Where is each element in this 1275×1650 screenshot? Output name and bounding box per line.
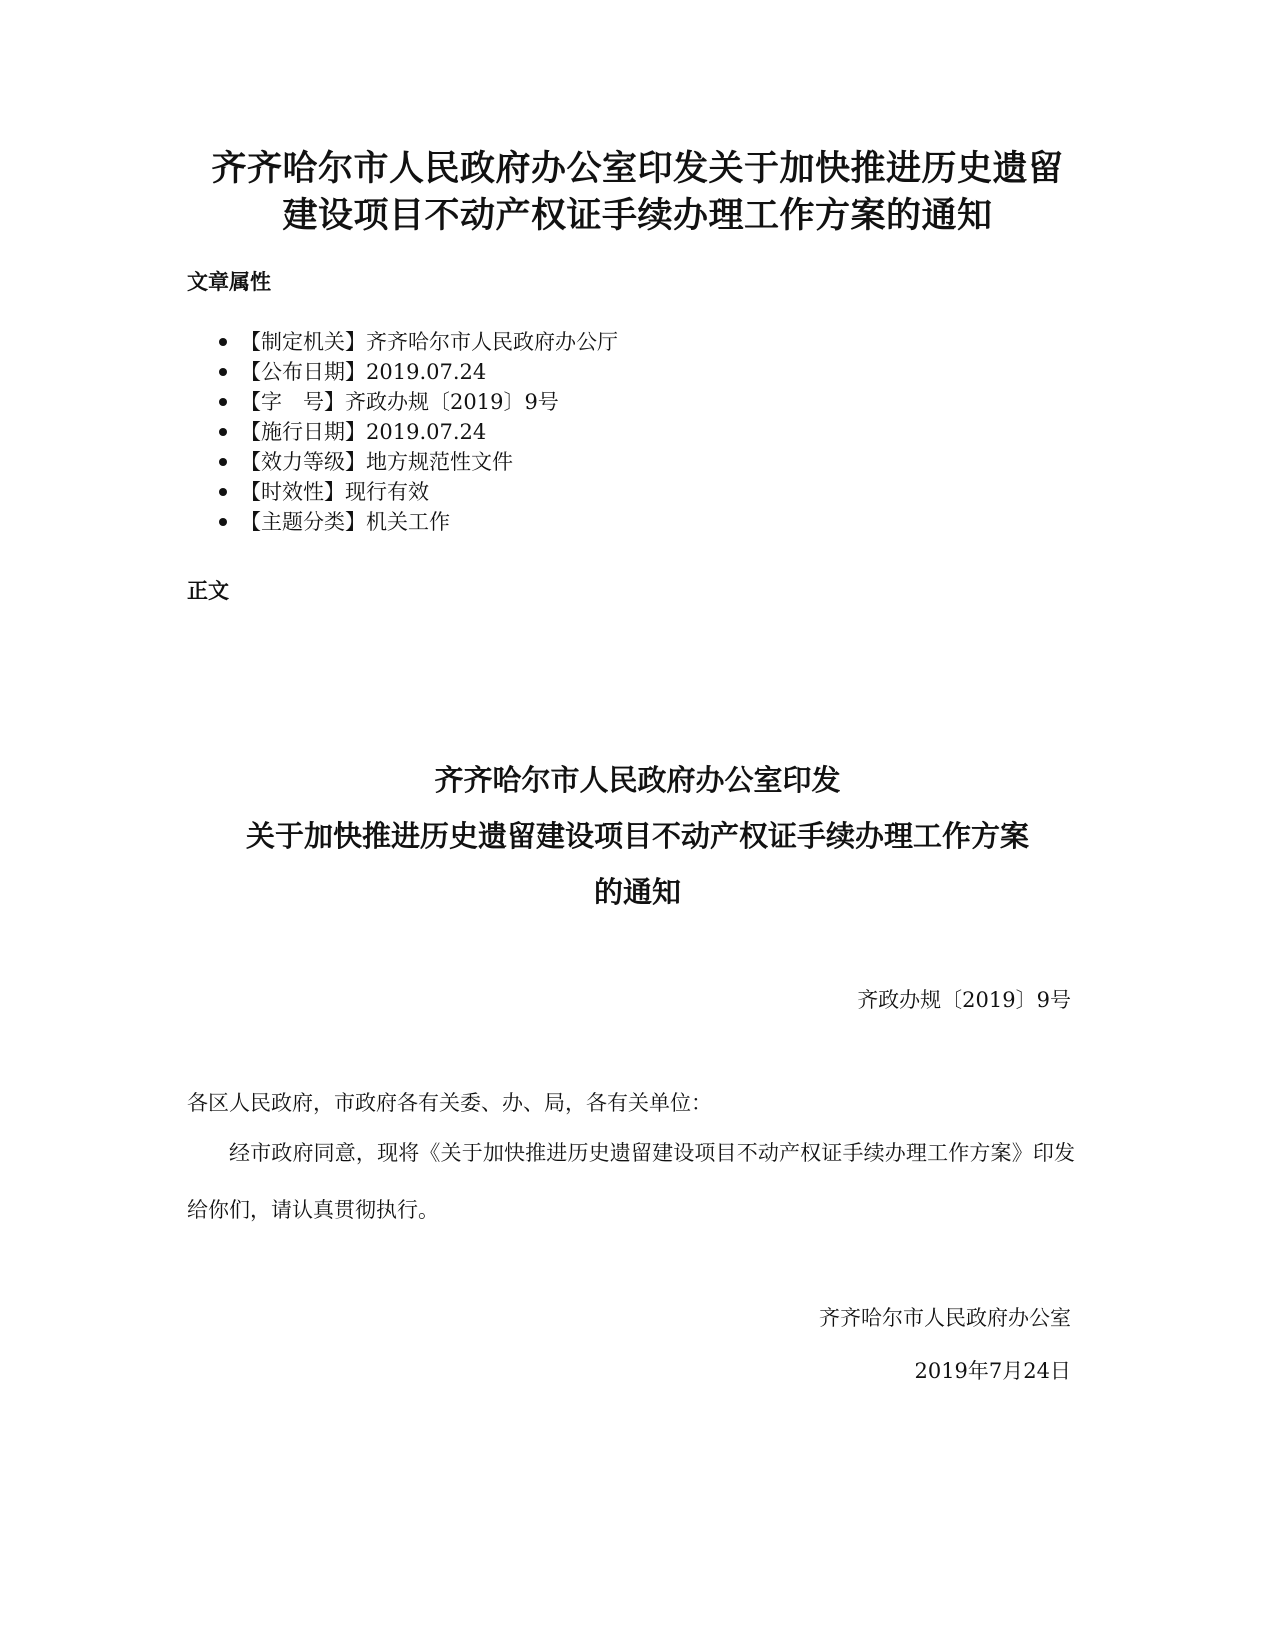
property-label: 【效力等级】 (240, 450, 366, 474)
bullet-icon (219, 368, 227, 376)
properties-list (240, 327, 618, 537)
document-title-line-3: 的通知 (593, 875, 681, 909)
bullet-icon (219, 458, 227, 466)
property-value: 齐齐哈尔市人民政府办公厅 (366, 330, 618, 354)
bullet-icon (219, 488, 227, 496)
document-title (150, 752, 1125, 920)
page-title-line-2: 建设项目不动产权证手续办理工作方案的通知 (282, 196, 993, 236)
property-value: 2019.07.24 (366, 360, 487, 384)
body-paragraph: 经市政府同意，现将《关于加快推进历史遗留建设项目不动产权证手续办理工作方案》印发给你们，请认真贯彻执行。 (187, 1141, 1075, 1222)
property-item (240, 417, 618, 447)
property-value: 现行有效 (345, 480, 429, 504)
signature-date: 2019年7月24日 (914, 1359, 1071, 1383)
property-value: 齐政办规〔2019〕9号 (345, 390, 559, 414)
body-heading: 正文 (187, 579, 229, 603)
property-item (240, 507, 618, 537)
properties-heading: 文章属性 (187, 270, 271, 294)
document-number: 齐政办规〔2019〕9号 (857, 988, 1071, 1012)
property-label: 【主题分类】 (240, 510, 366, 534)
property-item (240, 327, 618, 357)
bullet-icon (219, 518, 227, 526)
signer: 齐齐哈尔市人民政府办公室 (819, 1306, 1071, 1330)
property-value: 机关工作 (366, 510, 450, 534)
bullet-icon (219, 398, 227, 406)
bullet-icon (219, 338, 227, 346)
property-label: 【施行日期】 (240, 420, 366, 444)
property-label: 【字 号】 (240, 390, 345, 414)
page-title-line-1: 齐齐哈尔市人民政府办公室印发关于加快推进历史遗留 (211, 149, 1064, 189)
property-label: 【公布日期】 (240, 360, 366, 384)
document-title-line-2: 关于加快推进历史遗留建设项目不动产权证手续办理工作方案 (245, 819, 1029, 853)
property-item (240, 357, 618, 387)
property-label: 【时效性】 (240, 480, 345, 504)
property-item (240, 387, 618, 417)
property-value: 地方规范性文件 (366, 450, 513, 474)
salutation: 各区人民政府，市政府各有关委、办、局，各有关单位： (187, 1091, 712, 1115)
property-label: 【制定机关】 (240, 330, 366, 354)
page-title (150, 146, 1125, 240)
bullet-icon (219, 428, 227, 436)
property-item (240, 447, 618, 477)
property-value: 2019.07.24 (366, 420, 487, 444)
property-item (240, 477, 618, 507)
document-title-line-1: 齐齐哈尔市人民政府办公室印发 (434, 763, 841, 797)
